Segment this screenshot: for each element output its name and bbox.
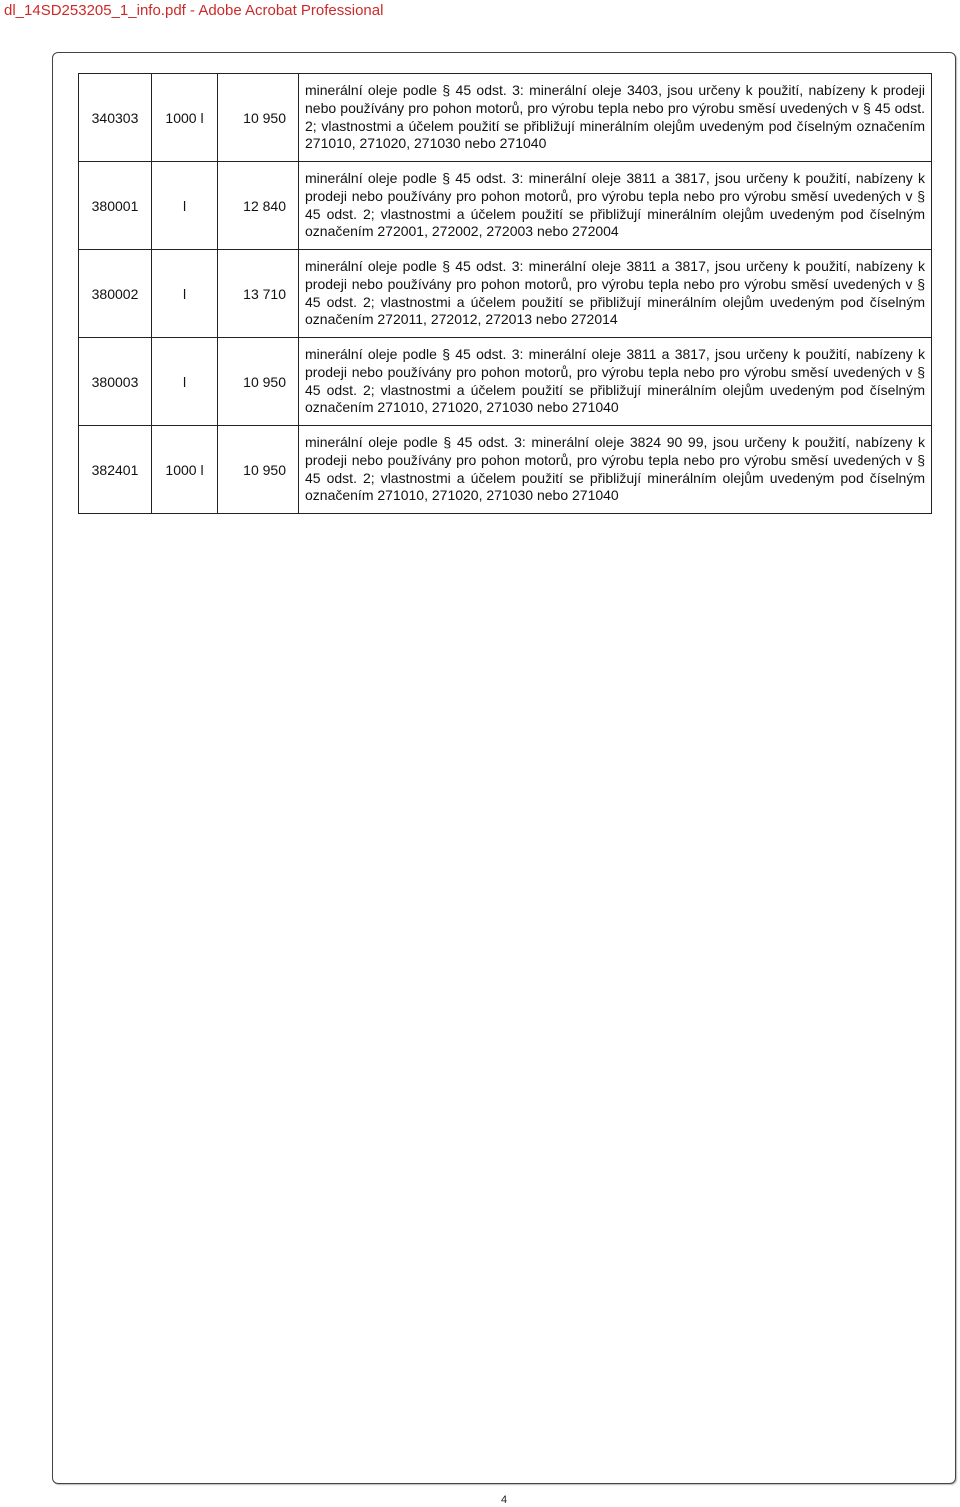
product-code-cell: 380001 <box>79 162 152 250</box>
tax-rate-table <box>78 73 932 514</box>
table-row <box>79 162 932 250</box>
table-row <box>79 338 932 426</box>
rate-cell: 13 710 <box>218 250 299 338</box>
description-cell: minerální oleje podle § 45 odst. 3: minerální oleje 3403, jsou určeny k použití, nabízeny k prodeji nebo používány pro pohon motorů, pro výrobu tepla nebo pro výrobu směsí uvedených v § 45 odst. 2; vlastnostmi a účelem použití se přibližují minerálním olejům uvedeným pod číselným označením 271010, 271020, 271030 nebo 271040 <box>299 74 932 162</box>
product-code-cell: 380003 <box>79 338 152 426</box>
rate-cell: 12 840 <box>218 162 299 250</box>
rate-cell: 10 950 <box>218 338 299 426</box>
unit-cell: l <box>152 338 218 426</box>
window-title: dl_14SD253205_1_info.pdf - Adobe Acrobat Professional <box>4 2 384 19</box>
description-cell: minerální oleje podle § 45 odst. 3: minerální oleje 3811 a 3817, jsou určeny k použití, nabízeny k prodeji nebo používány pro pohon motorů, pro výrobu tepla nebo pro výrobu směsí uvedených v § 45 odst. 2; vlastnostmi a účelem použití se přibližují minerálním olejům uvedeným pod číselným označením 272011, 272012, 272013 nebo 272014 <box>299 250 932 338</box>
table-row <box>79 250 932 338</box>
description-cell: minerální oleje podle § 45 odst. 3: minerální oleje 3811 a 3817, jsou určeny k použití, nabízeny k prodeji nebo používány pro pohon motorů, pro výrobu tepla nebo pro výrobu směsí uvedených v § 45 odst. 2; vlastnostmi a účelem použití se přibližují minerálním olejům uvedeným pod číselným označením 271010, 271020, 271030 nebo 271040 <box>299 338 932 426</box>
description-cell: minerální oleje podle § 45 odst. 3: minerální oleje 3811 a 3817, jsou určeny k použití, nabízeny k prodeji nebo používány pro pohon motorů, pro výrobu tepla nebo pro výrobu směsí uvedených v § 45 odst. 2; vlastnostmi a účelem použití se přibližují minerálním olejům uvedeným pod číselným označením 272001, 272002, 272003 nebo 272004 <box>299 162 932 250</box>
product-code-cell: 340303 <box>79 74 152 162</box>
product-code-cell: 382401 <box>79 426 152 514</box>
page-number: 4 <box>500 1494 508 1506</box>
description-cell: minerální oleje podle § 45 odst. 3: minerální oleje 3824 90 99, jsou určeny k použití, nabízeny k prodeji nebo používány pro pohon motorů, pro výrobu tepla nebo pro výrobu směsí uvedených v § 45 odst. 2; vlastnostmi a účelem použití se přibližují minerálním olejům uvedeným pod číselným označením 271010, 271020, 271030 nebo 271040 <box>299 426 932 514</box>
unit-cell: 1000 l <box>152 426 218 514</box>
unit-cell: 1000 l <box>152 74 218 162</box>
table-row <box>79 74 932 162</box>
table-row <box>79 426 932 514</box>
unit-cell: l <box>152 162 218 250</box>
unit-cell: l <box>152 250 218 338</box>
product-code-cell: 380002 <box>79 250 152 338</box>
rate-cell: 10 950 <box>218 74 299 162</box>
rate-cell: 10 950 <box>218 426 299 514</box>
